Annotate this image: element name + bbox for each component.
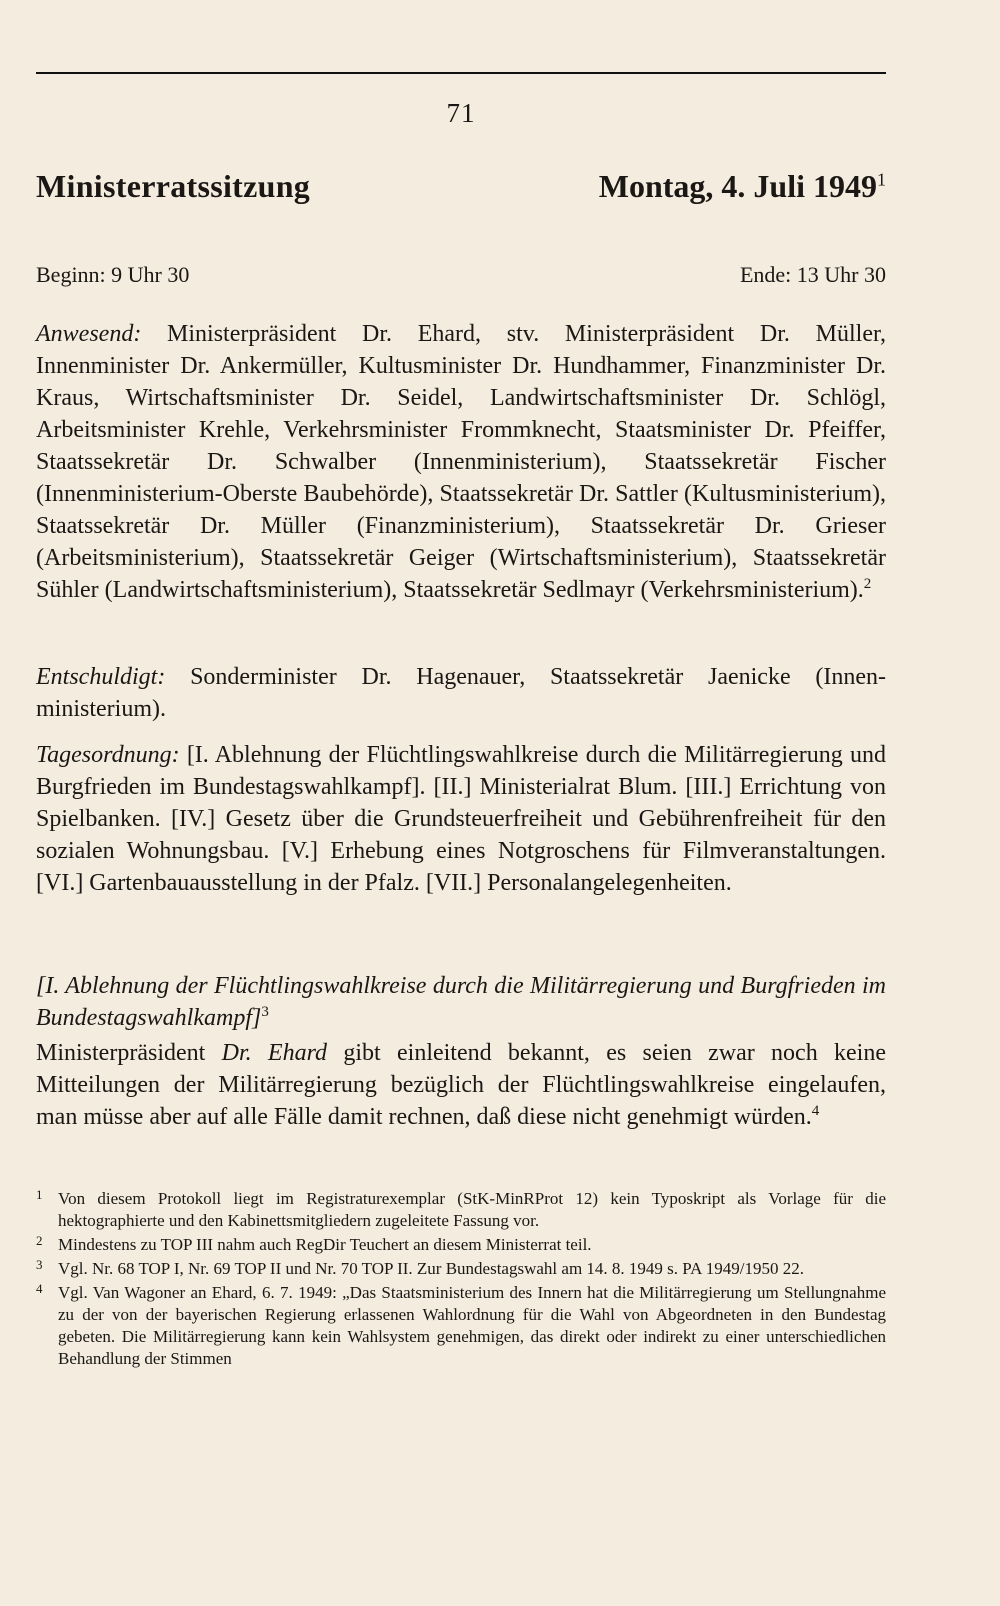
meeting-title: Ministerratssitzung [36,168,311,204]
excused-paragraph [36,661,886,725]
agenda-paragraph [36,739,886,899]
page-number: 71 [446,98,476,128]
excused-label: Entschuldigt: [36,664,166,690]
footnote-text: Vgl. Nr. 68 TOP I, Nr. 69 TOP II und Nr. 70 TOP II. Zur Bundestagswahl am 14. 8. 1949 s. PA 1949/1950 22. [58,1259,804,1278]
section-lead: Ministerpräsident [36,1040,222,1066]
footnotes [36,1188,886,1372]
footnote-ref: 3 [261,1004,269,1020]
section-text: gibt einleitend bekannt, es seien zwar noch keine Mitteilungen der Militärregierung bezüglich der Flüchtlingswahlkreise eingelaufen, man müsse aber auf alle Fälle damit rechnen, daß diese nicht genehmigt würden. [36,1040,886,1130]
meeting-date-text: Montag, 4. Juli 1949 [598,168,877,204]
section-heading-text: [I. Ablehnung der Flüchtlingswahlkreise durch die Militärregierung und Burgfrieden im Bundestagswahlkampf] [36,973,886,1031]
begin-time: Beginn: 9 Uhr 30 [36,262,190,287]
speaker-name: Dr. Ehard [221,1040,328,1066]
footnote-number: 4 [36,1281,43,1296]
footnote-number: 1 [36,1187,43,1202]
attendees-paragraph [36,318,886,606]
time-row [36,262,886,288]
footnote-text: Vgl. Van Wagoner an Ehard, 6. 7. 1949: „Das Staatsministerium des Innern hat die Militärregierung um Stellungnahme zu der von der bayerischen Regierung erlassenen Wahlordnung für die Wahl von Abgeordneten in den Bundestag gebeten. Die Militärregierung kann kein Wahlsystem genehmigen, das direkt oder indirekt zu einer unterschiedlichen Behandlung der Stimmen [58,1283,886,1368]
section-1 [36,970,886,1133]
agenda-label: Tagesordnung: [36,742,180,768]
section-heading [36,970,886,1034]
agenda-text: [I. Ablehnung der Flüchtlingswahlkreise durch die Militärregierung und Burgfrieden im Bundestagswahlkampf]. [II.] Ministerialrat Blum. [III.] Errichtung von Spielbanken. [IV.] Gesetz über die Grundsteuerfreiheit und Gebührenfreiheit für den sozialen Wohnungsbau. [V.] Erhebung eines Notgroschens für Filmveranstaltungen. [VI.] Gartenbauausstellung in der Pfalz. [VII.] Personalangelegenheiten. [36,742,886,896]
attendees-text: Ministerpräsident Dr. Ehard, stv. Ministerpräsident Dr. Müller, Innenminister Dr. Ankermüller, Kultusminister Dr. Hundhammer, Finanzminister Dr. Kraus, Wirtschaftsminister Dr. Seidel, Landwirtschaftsminister Dr. Schlögl, Arbeitsminister Krehle, Verkehrsminister Frommknecht, Staatsminister Dr. Pfeiffer, Staatssekretär Dr. Schwalber (Innenministerium), Staatssekretär Fischer (Innenministerium-Oberste Baubehörde), Staatssekretär Dr. Sattler (Kultusministerium), Staatssekretär Dr. Müller (Finanzministerium), Staatssekretär Dr. Grieser (Arbeitsministerium), Staatssekretär Geiger (Wirtschaftsministerium), Staatssekretär Sühler (Landwirtschaftsministerium), Staatssekretär Sedlmayr (Verkehrsministerium). [36,321,886,603]
footnote-ref: 2 [863,576,872,592]
section-paragraph [36,1037,886,1133]
title-row [36,168,886,216]
footnote [36,1188,886,1232]
meeting-date [599,168,886,205]
end-time: Ende: 13 Uhr 30 [739,262,886,287]
header-rule [36,72,886,74]
footnote [36,1282,886,1370]
footnote-number: 2 [36,1233,43,1248]
footnote-number: 3 [36,1257,43,1272]
document-page [36,0,886,1606]
footnote-ref: 1 [877,169,886,190]
footnote-text: Mindestens zu TOP III nahm auch RegDir Teuchert an diesem Ministerrat teil. [58,1235,592,1254]
attendees-label: Anwesend: [36,321,142,347]
footnote [36,1234,886,1256]
footnote [36,1258,886,1280]
footnote-text: Von diesem Protokoll liegt im Registraturexemplar (StK-MinRProt 12) kein Typoskript als Vorlage für die hektographierte und den Kabinettsmitgliedern zugeleitete Fassung vor. [58,1189,886,1230]
footnote-ref: 4 [811,1103,820,1119]
excused-text: Sonderminister Dr. Hagenauer, Staatssekretär Jaenicke (Innenministerium). [36,664,886,722]
